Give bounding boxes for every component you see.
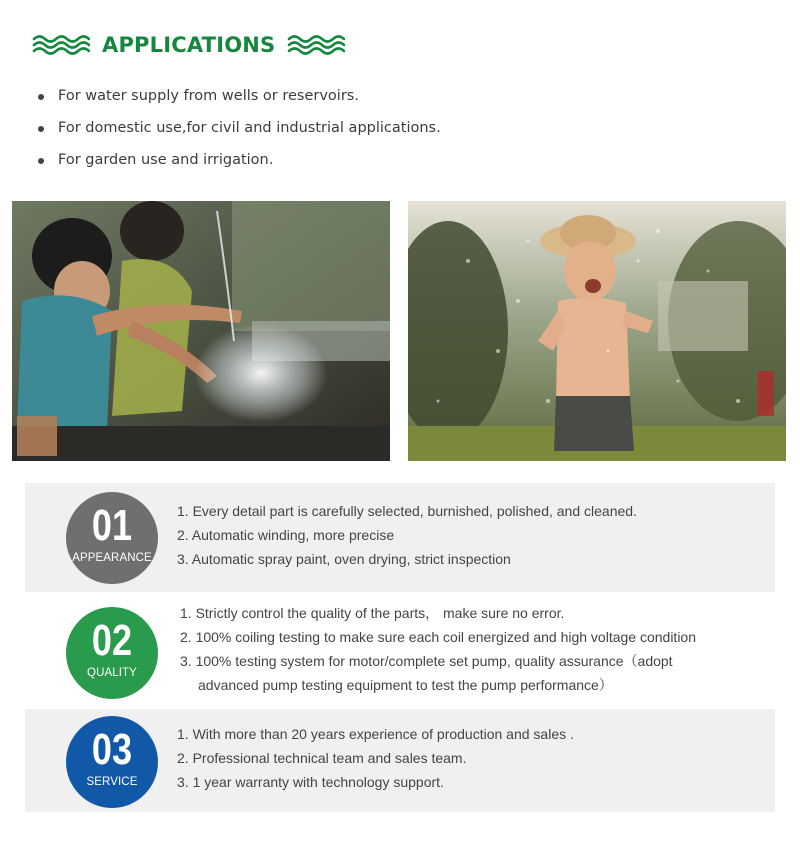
feature-point: 1. With more than 20 years experience of production and sales . xyxy=(177,726,574,742)
badge-service xyxy=(66,716,158,808)
feature-point: 2. Professional technical team and sales team. xyxy=(177,750,467,766)
feature-points xyxy=(177,722,574,794)
applications-list xyxy=(38,80,441,176)
applications-title: APPLICATIONS xyxy=(102,33,276,57)
badge-appearance xyxy=(66,492,158,584)
feature-quality xyxy=(25,592,775,709)
badge-label: QUALITY xyxy=(87,667,137,679)
feature-point-continued: advanced pump testing equipment to test the pump performance） xyxy=(198,677,613,693)
feature-point: 1. Strictly control the quality of the parts， make sure no error. xyxy=(180,605,565,621)
photo-child-sprinkler xyxy=(408,201,786,461)
bullet-dot xyxy=(38,94,44,100)
wave-left-icon xyxy=(32,34,90,56)
feature-point: 3. Automatic spray paint, oven drying, strict inspection xyxy=(177,551,511,567)
badge-label: SERVICE xyxy=(86,776,138,788)
badge-label: APPEARANCE xyxy=(72,552,152,564)
badge-number: 03 xyxy=(91,725,133,774)
bullet-dot xyxy=(38,158,44,164)
wave-right-icon xyxy=(287,34,345,56)
photo-children-splashing xyxy=(12,201,390,461)
bullet-dot xyxy=(38,126,44,132)
application-item: For domestic use,for civil and industrial applications. xyxy=(38,112,441,144)
feature-point: 1. Every detail part is carefully selected, burnished, polished, and cleaned. xyxy=(177,503,637,519)
badge-number: 01 xyxy=(91,501,133,550)
feature-points xyxy=(177,499,637,571)
feature-appearance xyxy=(25,483,775,592)
feature-service xyxy=(25,709,775,812)
feature-point: 3. 1 year warranty with technology support. xyxy=(177,774,444,790)
applications-header xyxy=(32,30,345,60)
badge-quality xyxy=(66,607,158,699)
application-item: For garden use and irrigation. xyxy=(38,144,441,176)
application-item: For water supply from wells or reservoirs. xyxy=(38,80,441,112)
feature-point: 2. 100% coiling testing to make sure each coil energized and high voltage condition xyxy=(180,629,696,645)
feature-points xyxy=(180,601,696,697)
feature-point: 3. 100% testing system for motor/complete set pump, quality assurance（adopt xyxy=(180,653,673,669)
badge-number: 02 xyxy=(91,616,133,665)
feature-point: 2. Automatic winding, more precise xyxy=(177,527,395,543)
